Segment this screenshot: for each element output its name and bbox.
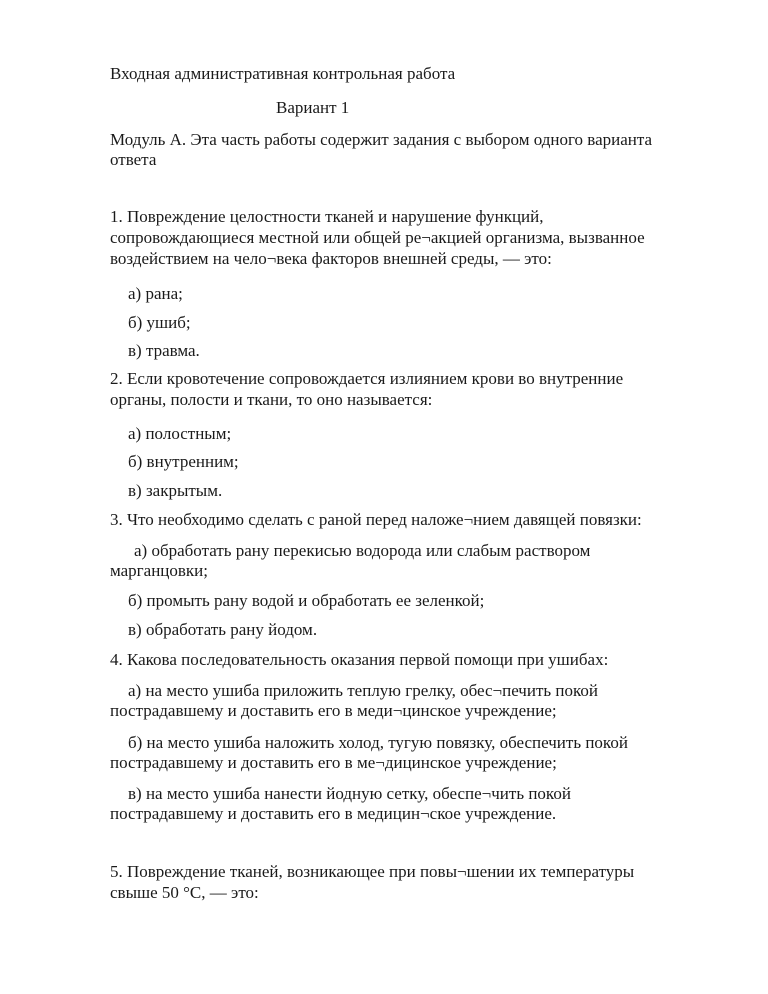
question-4-option-a-cont: пострадавшему и доставить его в меди¬цинское учреждение; — [110, 701, 557, 720]
question-1-option-b: б) ушиб; — [128, 313, 191, 332]
question-2-option-a: а) полостным; — [128, 424, 232, 443]
question-3-text: 3. Что необходимо сделать с раной перед наложе¬нием давящей повязки: — [110, 510, 642, 529]
question-4-option-b-cont: пострадавшему и доставить его в ме¬дицинское учреждение; — [110, 753, 557, 772]
question-4-option-b: б) на место ушиба наложить холод, тугую повязку, обеспечить покой — [128, 733, 628, 752]
question-2-option-c: в) закрытым. — [128, 481, 223, 500]
question-5-text: свыше 50 °С, — это: — [110, 883, 259, 902]
question-3-option-b: б) промыть рану водой и обработать ее зеленкой; — [128, 591, 485, 610]
question-1-text: воздействием на чело¬века факторов внешней среды, — это: — [110, 249, 552, 268]
question-5-text: 5. Повреждение тканей, возникающее при повы¬шении их температуры — [110, 862, 635, 881]
question-3-option-a: а) обработать рану перекисью водорода или слабым раствором — [134, 541, 591, 560]
module-description-cont: ответа — [110, 150, 157, 169]
question-1-option-c: в) травма. — [128, 341, 200, 360]
variant-label: Вариант 1 — [276, 98, 350, 117]
question-4-option-c: в) на место ушиба нанести йодную сетку, обеспе¬чить покой — [128, 784, 571, 803]
question-3-option-a-cont: марганцовки; — [110, 561, 209, 580]
question-1-option-a: а) рана; — [128, 284, 183, 303]
question-4-option-c-cont: пострадавшему и доставить его в медицин¬ское учреждение. — [110, 804, 557, 823]
question-1-text: 1. Повреждение целостности тканей и нарушение функций, — [110, 207, 544, 226]
document-title: Входная административная контрольная работа — [110, 64, 456, 83]
question-2-option-b: б) внутренним; — [128, 452, 239, 471]
question-2-text: 2. Если кровотечение сопровождается излиянием крови во внутренние — [110, 369, 624, 388]
question-4-text: 4. Какова последовательность оказания первой помощи при ушибах: — [110, 650, 609, 669]
question-3-option-c: в) обработать рану йодом. — [128, 620, 318, 639]
question-2-text: органы, полости и ткани, то оно называется: — [110, 390, 433, 409]
question-1-text: сопровождающиеся местной или общей ре¬акцией организма, вызванное — [110, 228, 645, 247]
module-description: Модуль А. Эта часть работы содержит задания с выбором одного варианта — [110, 130, 653, 149]
question-4-option-a: а) на место ушиба приложить теплую грелку, обес¬печить покой — [128, 681, 598, 700]
